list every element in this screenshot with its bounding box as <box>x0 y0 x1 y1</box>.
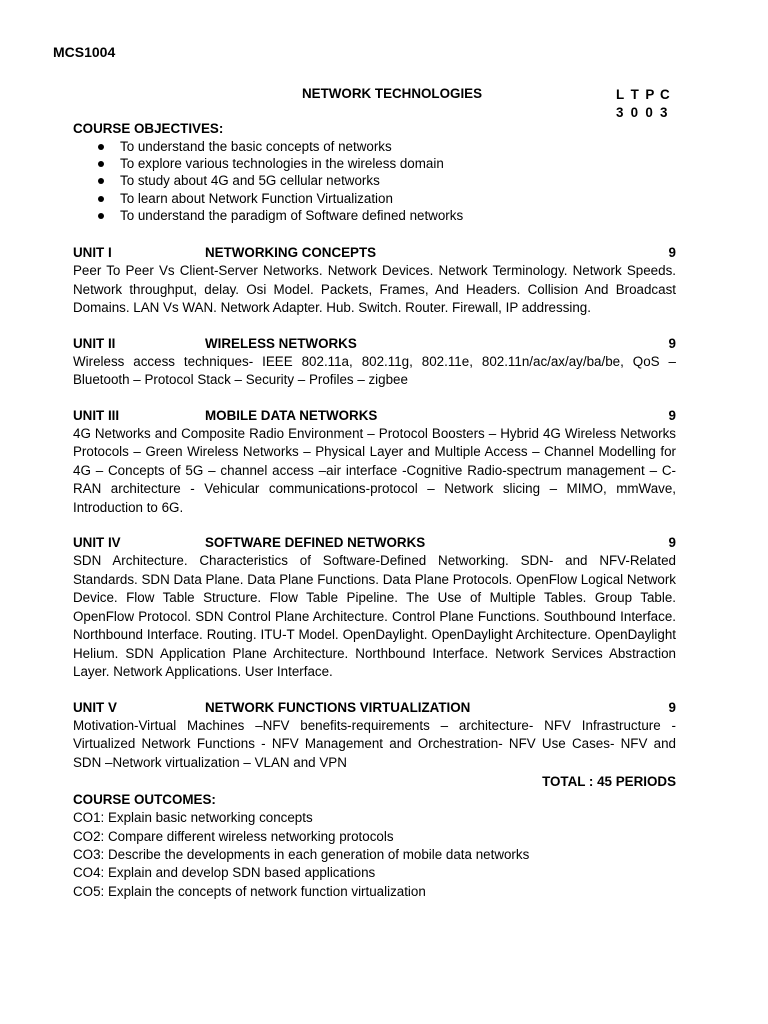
objective-item: To explore various technologies in the wireless domain <box>120 155 676 172</box>
syllabus-content <box>73 120 676 901</box>
unit-4 <box>73 534 676 682</box>
outcomes-section <box>73 791 676 901</box>
outcome-item: CO1: Explain basic networking concepts <box>73 810 313 826</box>
objectives-title: COURSE OBJECTIVES: <box>73 121 224 136</box>
outcome-item: CO5: Explain the concepts of network function virtualization <box>73 883 426 899</box>
ltpc-value: 3 <box>616 105 624 120</box>
ltpc-letters <box>616 86 674 104</box>
unit-5 <box>73 699 676 773</box>
course-title: NETWORK TECHNOLOGIES <box>302 86 483 101</box>
unit-body: Wireless access techniques- IEEE 802.11a, 802.11g, 802.11e, 802.11n/ac/ax/ay/ba/be, QoS – Bluetooth – Protocol Stack – Security – Profiles – zigbee <box>73 353 676 388</box>
unit-number: UNIT I <box>73 245 112 261</box>
ltpc-letter: T <box>630 87 639 102</box>
objective-item: To understand the paradigm of Software defined networks <box>120 207 676 224</box>
unit-3 <box>73 407 676 518</box>
ltpc-letter: C <box>659 87 670 102</box>
objective-item: To learn about Network Function Virtualization <box>120 190 676 207</box>
total-periods: TOTAL : 45 PERIODS <box>542 774 676 790</box>
outcome-item: CO2: Compare different wireless networking protocols <box>73 828 394 844</box>
unit-name: SOFTWARE DEFINED NETWORKS <box>205 535 426 551</box>
unit-body: SDN Architecture. Characteristics of Software-Defined Networking. SDN- and NFV-Related Standards. SDN Data Plane. Data Plane Functions. Data Plane Protocols. OpenFlow Logical Network Device. Flow Table Structure. Flow Table Pipeline. The Use of Multiple Tables. Group Table. OpenFlow Protocol. SDN Control Plane Architecture. Control Plane Functions. Southbound Interface. Northbound Interface. Routing. ITU-T Model. OpenDaylight. OpenDaylight Architecture. OpenDaylight Helium. SDN Application Plane Architecture. Northbound Interface. Network Services Abstraction Layer. Network Applications. User Interface. <box>73 553 676 680</box>
unit-name: MOBILE DATA NETWORKS <box>205 407 378 423</box>
ltpc-value: 3 <box>659 105 668 120</box>
outcome-item: CO4: Explain and develop SDN based applications <box>73 865 376 881</box>
course-code: MCS1004 <box>53 44 116 60</box>
unit-body: 4G Networks and Composite Radio Environment – Protocol Boosters – Hybrid 4G Wireless Networks Protocols – Green Wireless Networks – Physical Layer and Multiple Access – Channel Modelling for 4G – Concepts of 5G – channel access –air interface -Cognitive Radio-spectrum management – C-RAN architecture - Vehicular communications-protocol – Network slicing – MIMO, mmWave, Introduction to 6G. <box>73 425 676 515</box>
unit-hours: 9 <box>668 535 676 551</box>
ltpc-value: 0 <box>645 105 653 120</box>
unit-body: Motivation-Virtual Machines –NFV benefits-requirements – architecture- NFV Infrastructure - Virtualized Network Functions - NFV Management and Orchestration- NFV Use Cases- NFV and SDN –Network virtualization – VLAN and VPN <box>73 717 676 770</box>
unit-number: UNIT V <box>73 699 117 715</box>
outcome-item: CO3: Describe the developments in each generation of mobile data networks <box>73 846 530 862</box>
unit-1 <box>73 244 676 318</box>
ltpc-table <box>616 86 674 122</box>
objective-item: To understand the basic concepts of networks <box>120 138 676 155</box>
unit-header <box>73 699 676 717</box>
unit-name: NETWORK FUNCTIONS VIRTUALIZATION <box>205 699 471 715</box>
unit-header <box>73 244 676 262</box>
unit-name: NETWORKING CONCEPTS <box>205 245 377 261</box>
ltpc-letter: L <box>616 87 625 102</box>
unit-hours: 9 <box>668 335 676 351</box>
unit-header <box>73 407 676 425</box>
unit-body: Peer To Peer Vs Client-Server Networks. Network Devices. Network Terminology. Network Speeds. Network throughput, delay. Osi Model. Packets, Frames, And Headers. Collision And Broadcast Domains. LAN Vs WAN. Network Adapter. Hub. Switch. Router. Firewall, IP addressing. <box>73 263 676 316</box>
ltpc-letter: P <box>645 87 655 102</box>
unit-number: UNIT IV <box>73 535 121 551</box>
unit-hours: 9 <box>668 407 676 423</box>
objective-item: To study about 4G and 5G cellular networks <box>120 172 676 189</box>
unit-number: UNIT II <box>73 335 116 351</box>
unit-hours: 9 <box>668 245 676 261</box>
unit-header <box>73 534 676 552</box>
unit-name: WIRELESS NETWORKS <box>205 335 357 351</box>
objectives-list <box>73 138 676 224</box>
unit-number: UNIT III <box>73 407 120 423</box>
unit-2 <box>73 335 676 390</box>
outcomes-title: COURSE OUTCOMES: <box>73 792 216 808</box>
unit-hours: 9 <box>668 699 676 715</box>
unit-header <box>73 335 676 353</box>
ltpc-value: 0 <box>630 105 639 120</box>
